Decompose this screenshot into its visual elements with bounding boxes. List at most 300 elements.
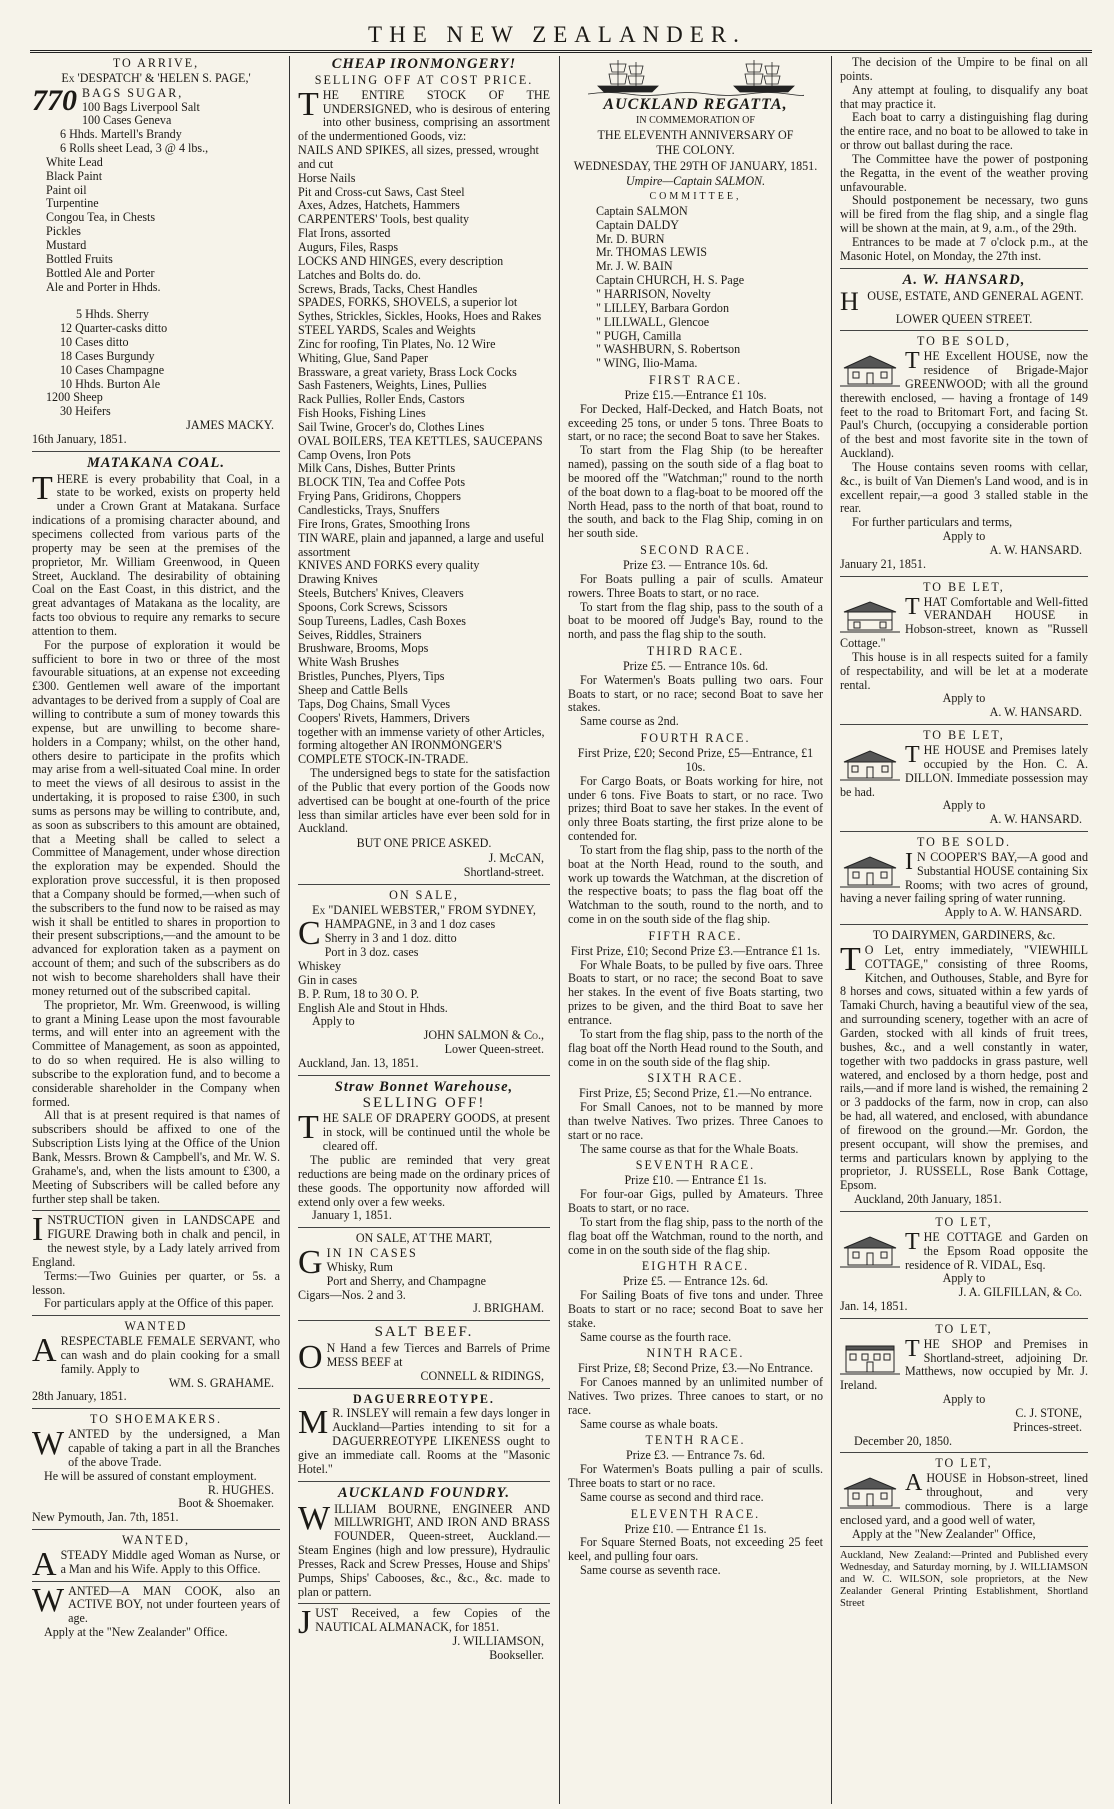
ad-to-be-let-dillon bbox=[840, 724, 1088, 827]
ad-heading: AUCKLAND FOUNDRY. bbox=[338, 1484, 510, 1501]
race-name: SEVENTH RACE. bbox=[635, 1158, 756, 1173]
signature: A. W. HANSARD. bbox=[989, 543, 1082, 557]
ad-to-let-cottage bbox=[840, 1211, 1088, 1314]
paragraph: HE HOUSE and Premises lately occupied by the Hon. C. A. DILLON. Immediate possession may be had. bbox=[840, 742, 1088, 799]
list-item: LOCKS AND HINGES, every description bbox=[298, 253, 504, 268]
list-item: Milk Cans, Dishes, Butter Prints bbox=[298, 461, 456, 476]
ad-heading: TO LET, bbox=[935, 1321, 993, 1336]
ad-heading: TO BE LET, bbox=[923, 728, 1005, 743]
list-item: Flat Irons, assorted bbox=[298, 226, 391, 241]
date: Jan. 14, 1851. bbox=[840, 1299, 908, 1314]
paragraph: For particulars apply at the Office of this paper. bbox=[44, 1296, 274, 1311]
date: Auckland, Jan. 13, 1851. bbox=[298, 1055, 419, 1070]
list-item: Sythes, Strickles, Sickles, Hooks, Hoes and Rakes bbox=[298, 309, 542, 324]
list-item: SPADES, FORKS, SHOVELS, a superior lot bbox=[298, 295, 518, 310]
ad-heading: ON SALE, bbox=[389, 887, 459, 902]
ad-subheading: SELLING OFF AT COST PRICE. bbox=[314, 72, 534, 87]
paragraph: ANTED by the undersigned, a Man capable of taking a part in all the Branches of the above Trade. bbox=[68, 1427, 280, 1469]
list-item: 18 Cases Burgundy bbox=[60, 348, 155, 363]
list-item: Paint oil bbox=[46, 182, 87, 197]
house-icon bbox=[840, 746, 900, 782]
list-item: 12 Quarter-casks ditto bbox=[60, 321, 168, 336]
list-item: Sail Twine, Grocer's do, Clothes Lines bbox=[298, 419, 485, 434]
apply-text: Apply to bbox=[312, 1014, 355, 1029]
list-item: Pickles bbox=[46, 224, 81, 239]
race-name: FIRST RACE. bbox=[648, 373, 742, 388]
signature-address: Lower Queen-street. bbox=[444, 1042, 544, 1057]
paragraph: For four-oar Gigs, pulled by Amateurs. Three Boats to start, or no race. bbox=[568, 1187, 823, 1215]
race-prize: First Prize, £20; Second Prize, £5—Entrance, £1 10s. bbox=[577, 745, 814, 774]
ad-nautical-almanack bbox=[298, 1603, 550, 1662]
one-price-note: BUT ONE PRICE ASKED. bbox=[356, 836, 492, 851]
list-item: 10 Cases Champagne bbox=[60, 362, 165, 377]
ad-matakana-coal bbox=[32, 451, 280, 1207]
large-number: 770 bbox=[32, 83, 77, 117]
paragraph: The House contains seven rooms with cellar, &c., is built of Van Diemen's Land wood, and is in excellent repair,—a good 3 stalled stable in the rear. bbox=[840, 459, 1088, 516]
paragraph: For Small Canoes, not to be manned by more than twelve Natives. Two prizes. Three Canoes to start or no race. bbox=[568, 1100, 823, 1142]
paragraph: HE Excellent HOUSE, now the residence of Brigade-Major GREENWOOD; with all the ground therewith enclosed, — having a frontage of 149 feet to the road to Britomart Fort, and facing St. Paul's Church, (occupying a considerable portion of the best and most favorite site in the town of Auckland). bbox=[840, 349, 1088, 461]
drop-cap: W bbox=[298, 1499, 331, 1537]
column-1 bbox=[32, 56, 280, 1804]
list-item: Frying Pans, Gridirons, Choppers bbox=[298, 489, 461, 504]
race-prize: Prize £10. — Entrance £1 1s. bbox=[624, 1173, 767, 1188]
ad-heading: TO ARRIVE, bbox=[112, 56, 200, 70]
race-prize: First Prize, £10; Second Prize £3.—Entrance £1 1s. bbox=[570, 943, 821, 958]
signature: JOHN SALMON & Co., bbox=[423, 1028, 544, 1043]
imprint-text: Auckland, New Zealand:—Printed and Published every Wednesday, and Saturday morning, by J. WILLIAMSON and W. C. WILSON, sole proprietors, at the New Zealander General Printing Establishment, Shortland Street bbox=[840, 1549, 1088, 1609]
list-item: together with an immense variety of other Articles, forming altogether AN IRONMONGER'S COMPLETE STOCK-IN-TRADE. bbox=[298, 724, 545, 767]
paragraph: For Watermen's Boats pulling two oars. Four Boats to start, or no race; second Boat to save her stakes. bbox=[568, 672, 823, 715]
list-item: Fire Irons, Grates, Smoothing Irons bbox=[298, 516, 470, 531]
paragraph: UST Received, a few Copies of the NAUTICAL ALMANACK, for 1851. bbox=[315, 1606, 550, 1635]
signature-address: Shortland-street. bbox=[463, 864, 544, 879]
list-item: White Wash Brushes bbox=[298, 655, 399, 670]
drop-cap: T bbox=[905, 1228, 920, 1255]
column-divider bbox=[831, 56, 832, 1804]
agent-line: OUSE, ESTATE, AND GENERAL AGENT. bbox=[867, 288, 1084, 303]
ad-heading: WANTED, bbox=[121, 1533, 191, 1548]
ad-auckland-regatta bbox=[568, 56, 823, 1578]
ad-subheading: SELLING OFF! bbox=[362, 1094, 486, 1111]
ad-heading: TO LET, bbox=[935, 1456, 993, 1471]
ad-cheap-ironmongery bbox=[298, 58, 550, 880]
date: 16th January, 1851. bbox=[32, 431, 127, 446]
race-list bbox=[568, 374, 823, 1578]
paragraph: HE COTTAGE and Garden on the Epsom Road opposite the residence of R. VIDAL, Esq. bbox=[905, 1229, 1088, 1272]
signature: A. W. HANSARD. bbox=[989, 705, 1082, 720]
committee-list bbox=[568, 205, 823, 371]
list-item: Drawing Knives bbox=[298, 572, 378, 587]
column-divider bbox=[559, 56, 560, 1804]
list-item: White Lead bbox=[46, 154, 103, 169]
drop-cap: A bbox=[905, 1470, 923, 1497]
race-prize: Prize £10. — Entrance £1 1s. bbox=[624, 1521, 767, 1536]
ad-heading: MATAKANA COAL. bbox=[86, 454, 226, 471]
ad-to-arrive bbox=[32, 57, 280, 447]
list-item: Sheep and Cattle Bells bbox=[298, 682, 408, 697]
paragraph: HE ENTIRE STOCK OF THE UNDERSIGNED, who is desirous of entering into other business, comprising an assortment of the undermentioned Goods, viz: bbox=[298, 87, 550, 144]
list-item: Seives, Riddles, Strainers bbox=[298, 627, 422, 642]
signature: J. A. GILFILLAN, & Co. bbox=[958, 1285, 1082, 1300]
ad-heading: ON SALE, AT THE MART, bbox=[355, 1231, 493, 1246]
date: December 20, 1850. bbox=[854, 1433, 953, 1448]
ad-subheading: Ex 'DESPATCH' & 'HELEN S. PAGE,' bbox=[61, 70, 251, 85]
list-item: Sherry in 3 and 1 doz. ditto bbox=[324, 931, 457, 946]
list-item: Mustard bbox=[46, 237, 87, 252]
column-2 bbox=[298, 56, 550, 1804]
drop-cap: M bbox=[298, 1404, 329, 1442]
drop-cap: G bbox=[298, 1244, 323, 1282]
paragraph: Same course as 2nd. bbox=[580, 714, 679, 729]
drop-cap: T bbox=[298, 85, 319, 123]
paragraph: HAT Comfortable and Well-fitted VERANDAH HOUSE in Hobson-street, known as "Russell Cottage." bbox=[840, 594, 1088, 651]
ad-subheading: THE COLONY. bbox=[656, 142, 735, 157]
paragraph: HOUSE in Hobson-street, lined throughout, and very commodious. There is a large enclosed yard, and a good well of water, bbox=[840, 1471, 1088, 1527]
committee-member: " LILLWALL, Glencoe bbox=[596, 314, 710, 329]
drop-cap: T bbox=[298, 1109, 319, 1147]
race-name: THIRD RACE. bbox=[646, 644, 745, 659]
list-item: BLOCK TIN, Tea and Coffee Pots bbox=[298, 475, 466, 490]
goods-list bbox=[298, 144, 550, 767]
column-divider bbox=[289, 56, 290, 1804]
paragraph: Same course as second and third race. bbox=[580, 1489, 764, 1504]
ad-instruction bbox=[32, 1210, 280, 1311]
list-item: Congou Tea, in Chests bbox=[46, 210, 156, 225]
race-name: FOURTH RACE. bbox=[640, 731, 751, 746]
list-item: TIN WARE, plain and japanned, a large and useful assortment bbox=[298, 530, 545, 559]
date: Auckland, 20th January, 1851. bbox=[854, 1192, 1002, 1207]
list-item: 10 Hhds. Burton Ale bbox=[60, 376, 161, 391]
house-icon bbox=[840, 352, 900, 388]
signature: J. McCAN, bbox=[488, 851, 544, 866]
list-item: Fish Hooks, Fishing Lines bbox=[298, 406, 426, 421]
apply-text: Apply to bbox=[942, 798, 986, 813]
paragraph: To start from the Flag Ship (to be hereafter named), passing on the south side of a flag boat to be moored off the "Watchman;" round to the north of the boat down to a flag-boat to be moored off the North Head, pass to the north of that boat, round to the south, and back to the Flag Ship, coming in on her south side. bbox=[568, 443, 823, 541]
ad-heading: TO BE SOLD, bbox=[916, 334, 1011, 349]
ad-wanted-nurse bbox=[32, 1529, 280, 1583]
ad-heading: TO LET, bbox=[935, 1214, 993, 1229]
house-icon bbox=[840, 1340, 900, 1376]
drop-cap: W bbox=[32, 1425, 65, 1463]
list-item: Ale and Porter in Hhds. bbox=[46, 279, 161, 294]
race-prize: Prize £5. — Entrance 12s. 6d. bbox=[622, 1274, 769, 1289]
committee-member: " HARRISON, Novelty bbox=[596, 286, 711, 301]
paragraph: The same course as that for the Whale Boats. bbox=[580, 1141, 799, 1156]
committee-member: " PUGH, Camilla bbox=[596, 328, 682, 343]
list-item: Rack Pullies, Roller Ends, Castors bbox=[298, 392, 465, 407]
paragraph: Same course as whale boats. bbox=[580, 1416, 719, 1431]
list-item: Coopers' Rivets, Hammers, Drivers bbox=[298, 710, 470, 725]
list-item: HAMPAGNE, in 3 and 1 doz cases bbox=[324, 917, 496, 932]
list-item: Port in 3 doz. cases bbox=[324, 945, 419, 960]
drop-cap: T bbox=[840, 940, 861, 978]
apply-text: Apply to bbox=[942, 1271, 986, 1286]
paragraph: ILLIAM BOURNE, ENGINEER AND MILLWRIGHT, AND IRON AND BRASS FOUNDER, Queen-street, Auckland.—Steam Engines (high and low pressure), Hydraulic Presses, Rack and Screw Presses, House and Ships' Pumps, Ships' Cabooses, &c., &c., &c. made to plan or pattern. bbox=[298, 1501, 550, 1599]
race-name: SIXTH RACE. bbox=[647, 1071, 744, 1086]
list-item: Screws, Brads, Tacks, Chest Handles bbox=[298, 281, 478, 296]
list-item: Turpentine bbox=[46, 196, 99, 211]
list-item: OVAL BOILERS, TEA KETTLES, SAUCEPANS bbox=[298, 433, 543, 448]
committee-member: Captain CHURCH, H. S. Page bbox=[596, 273, 745, 288]
paragraph: Terms:—Two Guinies per quarter, or 5s. a lesson. bbox=[32, 1268, 280, 1297]
race-name: NINTH RACE. bbox=[646, 1346, 745, 1361]
ad-heading: TO BE LET, bbox=[923, 579, 1005, 594]
ad-heading: Straw Bonnet Warehouse, bbox=[334, 1078, 514, 1095]
race-prize: First Prize, £8; Second Prize, £3.—No Entrance. bbox=[577, 1361, 814, 1376]
committee-member: Captain DALDY bbox=[596, 217, 679, 232]
drop-cap: A bbox=[32, 1332, 57, 1370]
ad-heading: A. W. HANSARD, bbox=[902, 271, 1026, 288]
list-item: 5 Hhds. Sherry bbox=[76, 307, 149, 322]
ad-wanted-cook bbox=[32, 1581, 280, 1640]
committee-member: " WING, Ilio-Mama. bbox=[596, 356, 698, 371]
ad-to-let-hobson bbox=[840, 1452, 1088, 1541]
list-item: Pit and Cross-cut Saws, Cast Steel bbox=[298, 184, 465, 199]
list-item: Latches and Bolts do. do. bbox=[298, 267, 421, 282]
paragraph: To start from the flag ship, pass to the north of the flag boat off the Watchman, round to the north, and come in on the south side of the flag ship. bbox=[568, 1214, 823, 1257]
paragraph: Same course as seventh race. bbox=[580, 1563, 721, 1578]
signature: A. W. HANSARD. bbox=[989, 812, 1082, 827]
apply-text: Apply to A. W. HANSARD. bbox=[944, 905, 1082, 920]
umpire: Umpire—Captain SALMON. bbox=[625, 174, 766, 189]
committee-member: " LILLEY, Barbara Gordon bbox=[596, 300, 730, 315]
paragraph: R. INSLEY will remain a few days longer in Auckland—Parties intending to sit for a DAGUERREOTYPE LIKENESS ought to give an immediate call. Rooms at the "Masonic Hotel." bbox=[298, 1406, 550, 1476]
ad-heading: TO SHOEMAKERS. bbox=[90, 1412, 222, 1427]
signature: C. J. STONE, bbox=[1015, 1405, 1082, 1420]
house-icon bbox=[840, 1233, 900, 1269]
ad-shoemakers bbox=[32, 1408, 280, 1525]
list-item: Cigars—Nos. 2 and 3. bbox=[298, 1287, 406, 1302]
date: January 1, 1851. bbox=[312, 1208, 392, 1223]
drop-cap: H bbox=[840, 286, 859, 316]
paragraph: For Decked, Half-Decked, and Hatch Boats, not exceeding 25 tons, or under 5 tons. Three Boats to start, or no race; the second Boat to save her Stakes. bbox=[568, 401, 823, 444]
list-item: Augurs, Files, Rasps bbox=[298, 239, 399, 254]
list-item: Gin in cases bbox=[298, 972, 358, 987]
house-icon bbox=[840, 853, 900, 889]
signature: WM. S. GRAHAME. bbox=[168, 1375, 274, 1390]
drop-cap: T bbox=[905, 593, 920, 620]
ad-to-be-let-verandah bbox=[840, 576, 1088, 720]
list-item: Port and Sherry, and Champagne bbox=[326, 1273, 486, 1288]
signature-address: Princes-street. bbox=[1013, 1419, 1082, 1434]
committee-member: Mr. J. W. BAIN bbox=[596, 259, 673, 274]
paragraph: HE SHOP and Premises in Shortland-street, adjoining Dr. Matthews, now occupied by Mr. J. Ireland. bbox=[840, 1336, 1088, 1393]
list-item: Whisky, Rum bbox=[326, 1259, 393, 1274]
signature: R. HUGHES. bbox=[207, 1482, 274, 1497]
race-name: EIGHTH RACE. bbox=[641, 1259, 750, 1274]
list-item: Candlesticks, Trays, Snuffers bbox=[298, 503, 440, 517]
paragraph: This house is in all respects suited for a family of respectability, and will be let at a moderate rental. bbox=[840, 649, 1088, 692]
paragraph: O Let, entry immediately, "VIEWHILL COTTAGE," consisting of three Rooms, Kitchen, and Outhouses, Stable, and Byre for 8 horses and cows, situated within a few yards of Tamaki Church, having a beautiful view of the sea, and surrounding scenery, together with an acre of Garden, stocked with all kinds of fruit trees, bushes, &c., and a well constantly in water, together with two paddocks in grass pasture, well watered, and enclosed by a thorn hedge, post and rails,—and if more land is wished, the remaining 2 or 3 paddocks of the farm, now in crop, can also be had, all watered, and enclosed, with abundance of firewood on the ground.—Mr. Gordon, the present occupant, will show the premises, and terms and particulars known by applying to the proprietor, J. RUSSELL, Rose Bank Cottage, Epsom. bbox=[840, 942, 1088, 1193]
paragraph: The undersigned begs to state for the satisfaction of the Public that every portion of the Goods now advertised can be bought at one-fourth of the price less than similar articles have ever been sold for in Auckland. bbox=[298, 766, 550, 836]
paragraph: RESPECTABLE FEMALE SERVANT, who can wash and do plain cooking for a small family. Apply to bbox=[60, 1334, 280, 1376]
list-item: Horse Nails bbox=[298, 170, 356, 185]
ad-auckland-foundry bbox=[298, 1481, 550, 1600]
committee-member: Mr. D. BURN bbox=[596, 231, 665, 246]
ad-dairymen bbox=[840, 924, 1088, 1207]
signature: J. BRIGHAM. bbox=[473, 1301, 544, 1316]
list-item: 100 Cases Geneva bbox=[82, 113, 172, 128]
list-item: B. P. Rum, 18 to 30 O. P. bbox=[298, 986, 419, 1001]
house-icon bbox=[840, 598, 900, 634]
committee-member: Mr. THOMAS LEWIS bbox=[596, 245, 707, 260]
list-item: Brushware, Brooms, Mops bbox=[298, 641, 429, 656]
list-item: Bristles, Punches, Plyers, Tips bbox=[298, 669, 445, 684]
masthead-rule bbox=[30, 50, 1092, 53]
list-item: NAILS AND SPIKES, all sizes, pressed, wrought and cut bbox=[298, 143, 539, 171]
paragraph: Same course as the fourth race. bbox=[580, 1329, 732, 1344]
ad-heading: CHEAP IRONMONGERY! bbox=[331, 56, 517, 72]
list-item: Whiskey bbox=[298, 959, 341, 973]
list-item: 6 Rolls sheet Lead, 3 @ 4 lbs., bbox=[60, 141, 209, 156]
date: New Pymouth, Jan. 7th, 1851. bbox=[32, 1510, 179, 1525]
list-item: Spoons, Cork Screws, Scissors bbox=[298, 599, 448, 614]
house-icon bbox=[840, 1474, 900, 1510]
paragraph: Entrances to be made at 7 o'clock p.m., at the Masonic Hotel, on Monday, the 27th inst. bbox=[840, 234, 1088, 263]
ad-heading: WANTED bbox=[124, 1319, 188, 1334]
race-prize: Prize £5. — Entrance 10s. 6d. bbox=[622, 658, 769, 673]
column-3 bbox=[568, 56, 823, 1804]
paragraph: ANTED—A MAN COOK, also an ACTIVE BOY, not under fourteen years of age. bbox=[68, 1583, 280, 1626]
ad-heading: TO BE SOLD. bbox=[916, 835, 1011, 850]
paragraph: For further particulars and terms, bbox=[852, 515, 1013, 530]
list-item: 30 Heifers bbox=[60, 404, 111, 419]
signature: J. WILLIAMSON, bbox=[452, 1634, 544, 1649]
imprint bbox=[840, 1546, 1088, 1610]
ad-wanted-servant bbox=[32, 1315, 280, 1404]
paragraph: HE SALE OF DRAPERY GOODS, at present in stock, will be continued until the whole be cleared off. bbox=[322, 1111, 550, 1154]
paragraph: Should postponement be necessary, two guns will be fired from the flag ship, and a single flag will be shown at the main, at 9, a.m., of the 29th. bbox=[840, 193, 1088, 236]
race-prize: Prize £3. — Entrance 10s. 6d. bbox=[622, 558, 769, 572]
paragraph: HERE is every probability that Coal, in a state to be worked, exists on property held under a Crown Grant at Matakana. Surface indications of a promising character abound, and specimens collected from various parts of the property may be seen at the premises of the proprietor, Mr. William Greenwood, in Queen Street, Auckland. The desirability of obtaining Coal on the East Coast, in this district, and the great advantages of Matakana as the locality, are facts too obvious to require any remarks to secure attention to them. bbox=[32, 471, 280, 638]
list-item: Brassware, a great variety, Brass Lock Cocks bbox=[298, 364, 517, 379]
signature-title: Boot & Shoemaker. bbox=[178, 1496, 274, 1511]
list-item: English Ale and Stout in Hhds. bbox=[298, 1000, 448, 1015]
paragraph: NSTRUCTION given in LANDSCAPE and FIGURE Drawing both in chalk and pencil, in the newest style, by a Lady lately arrived from England. bbox=[32, 1213, 280, 1269]
list-item: Black Paint bbox=[46, 168, 103, 183]
drop-cap: T bbox=[905, 348, 920, 375]
signature: CONNELL & RIDINGS, bbox=[420, 1368, 544, 1383]
committee-member: " WASHBURN, S. Robertson bbox=[596, 342, 741, 357]
paragraph: For Boats pulling a pair of sculls. Amateur rowers. Three Boats to start, or no race. bbox=[568, 571, 823, 600]
drop-cap: J bbox=[298, 1604, 312, 1642]
drop-cap: A bbox=[32, 1545, 57, 1583]
ad-heading: SALT BEEF. bbox=[374, 1324, 474, 1341]
drop-cap: T bbox=[905, 741, 920, 768]
drop-cap: O bbox=[298, 1339, 323, 1377]
race-name: FIFTH RACE. bbox=[648, 928, 743, 943]
paragraph: The public are reminded that very great reductions are being made on the ordinary prices of these goods. The opportunity now afforded will extend only over a few weeks. bbox=[298, 1152, 550, 1209]
committee-heading: COMMITTEE, bbox=[649, 191, 742, 203]
drop-cap: C bbox=[298, 915, 321, 953]
list-item: Zinc for roofing, Tin Plates, No. 12 Wire bbox=[298, 336, 496, 351]
ad-subheading: Ex "DANIEL WEBSTER," FROM SYDNEY, bbox=[312, 902, 536, 917]
list-item: Taps, Dog Chains, Small Vyces bbox=[298, 696, 451, 711]
ad-daguerreotype bbox=[298, 1388, 550, 1477]
ad-salt-beef bbox=[298, 1320, 550, 1383]
ad-the-mart bbox=[298, 1227, 550, 1316]
committee-member: Captain SALMON bbox=[596, 203, 688, 218]
list-item: IN IN CASES bbox=[326, 1246, 418, 1261]
drop-cap: W bbox=[32, 1581, 65, 1619]
date: January 21, 1851. bbox=[840, 556, 926, 571]
paragraph: For Cargo Boats, or Boats working for hire, not under 6 tons. Five Boats to start, or no race. Two prizes; third Boat to save her stakes. In the event of only three Boats starting, the first prize alone to be contended for. bbox=[568, 773, 823, 844]
drop-cap: T bbox=[905, 1335, 920, 1362]
ad-on-sale-champagne bbox=[298, 884, 550, 1071]
paragraph: To start from the flag ship, pass to the north of the flag boat off the North Head round to the South, and come in on the south side of the flag ship. bbox=[568, 1026, 823, 1069]
list-item: Bottled Fruits bbox=[46, 251, 113, 266]
paragraph: N Hand a few Tierces and Barrels of Prime MESS BEEF at bbox=[326, 1341, 550, 1369]
ad-heading: AUCKLAND REGATTA, bbox=[603, 96, 788, 113]
paragraph: Each boat to carry a distinguishing flag during the entire race, and no boat to be allowed to take in or throw out ballast during the race. bbox=[840, 110, 1088, 153]
paragraph: To start from the flag ship, pass to the north of the boat at the North Head, round to the south, and work up towards the Watchman, at the discretion of the respective boats; to pass the flag boat off the Watchman to the south, round to the north, and to come in on the south side of the flag ship. bbox=[568, 842, 823, 927]
list-item: Axes, Adzes, Hatchets, Hammers bbox=[298, 198, 460, 213]
masthead bbox=[0, 0, 1114, 54]
list-item: Sash Fasteners, Weights, Lines, Pullies bbox=[298, 378, 487, 393]
race-name: TENTH RACE. bbox=[645, 1433, 746, 1448]
drop-cap: T bbox=[32, 469, 53, 507]
ad-straw-bonnet bbox=[298, 1075, 550, 1223]
signature-title: Bookseller. bbox=[489, 1647, 544, 1662]
sailing-ships-icon bbox=[588, 56, 804, 96]
regatta-rules bbox=[840, 56, 1088, 264]
paragraph: For Whale Boats, to be pulled by five oars. Three Boats to start, or no race; the second Boat to save her stakes. In the event of five Boats starting, two prizes to be given, and the third Boat to save her entrance. bbox=[568, 957, 823, 1027]
ad-hansard-agent bbox=[840, 268, 1088, 327]
drop-cap: I bbox=[32, 1211, 44, 1249]
regatta-date: WEDNESDAY, THE 29TH OF JANUARY, 1851. bbox=[573, 159, 818, 174]
paragraph: To start from the flag ship, pass to the south of a boat to be moored off Judge's Bay, round to the north, and pass the flag ship to the south. bbox=[568, 599, 823, 642]
list-item: Whiting, Glue, Sand Paper bbox=[298, 350, 428, 365]
paragraph: Apply at the "New Zealander" Office. bbox=[44, 1625, 228, 1640]
paragraph: The Committee have the power of postponing the Regatta, in the event of the weather proving unfavourable. bbox=[840, 151, 1088, 194]
race-prize: Prize £15.—Entrance £1 10s. bbox=[624, 387, 767, 402]
paragraph: Any attempt at fouling, to disqualify any boat that may practice it. bbox=[840, 82, 1088, 111]
drop-cap: I bbox=[905, 848, 913, 875]
apply-text: Apply to bbox=[942, 691, 986, 706]
paragraph: N COOPER'S BAY,—A good and Substantial HOUSE containing Six Rooms; with two acres of ground, having a never failing spring of water running. bbox=[840, 849, 1088, 906]
list-item: 100 Bags Liverpool Salt bbox=[82, 99, 200, 114]
paragraph: The proprietor, Mr. Wm. Greenwood, is willing to grant a Mining Lease upon the most favourable terms, and will enter into an agreement with the Committee of Management, as soon as appointed, to do so when required. He is also willing to subscribe to the exploration fund, and to become a considerable shareholder in the Company when formed. bbox=[32, 997, 280, 1109]
race-prize: Prize £3. — Entrance 7s. 6d. bbox=[625, 1448, 766, 1463]
ad-subheading: IN COMMEMORATION OF bbox=[636, 114, 755, 126]
list-item: Soup Tureens, Ladles, Cash Boxes bbox=[298, 613, 466, 628]
paragraph: Apply at the "New Zealander" Office, bbox=[852, 1526, 1036, 1541]
apply-text: Apply to bbox=[942, 1392, 986, 1407]
list-item: Camp Ovens, Iron Pots bbox=[298, 447, 411, 462]
paragraph: For Watermen's Boats pulling a pair of sculls. Three boats to start or no race. bbox=[568, 1462, 823, 1490]
ad-heading: DAGUERREOTYPE. bbox=[353, 1391, 495, 1406]
paragraph: STEADY Middle aged Woman as Nurse, or a Man and his Wife. Apply to this Office. bbox=[60, 1547, 280, 1576]
paragraph: For Canoes manned by an unlimited number of Natives. Two prizes. Three canoes to start, or no race. bbox=[568, 1375, 823, 1417]
street: LOWER QUEEN STREET. bbox=[895, 311, 1033, 326]
ad-to-be-sold-house bbox=[840, 330, 1088, 571]
race-name: ELEVENTH RACE. bbox=[630, 1506, 761, 1521]
race-prize: First Prize, £5; Second Prize, £1.—No entrance. bbox=[578, 1086, 813, 1101]
list-item: 1200 Sheep bbox=[46, 390, 103, 405]
list-item: 6 Hhds. Martell's Brandy bbox=[60, 127, 182, 142]
list-item: 10 Cases ditto bbox=[60, 335, 129, 350]
ad-to-let-shop bbox=[840, 1318, 1088, 1449]
paragraph: He will be assured of constant employment. bbox=[44, 1468, 257, 1483]
paragraph: For Sailing Boats of five tons and under. Three Boats to start or no race; second Boat to save her stake. bbox=[568, 1288, 823, 1330]
list-item: Steels, Butchers' Knives, Cleavers bbox=[298, 586, 464, 601]
list-item: KNIVES AND FORKS every quality bbox=[298, 558, 480, 573]
list-item: STEEL YARDS, Scales and Weights bbox=[298, 323, 476, 338]
ad-to-be-sold-coopers-bay bbox=[840, 831, 1088, 920]
ad-subheading: THE ELEVENTH ANNIVERSARY OF bbox=[597, 127, 794, 142]
apply-text: Apply to bbox=[942, 529, 986, 544]
paragraph: For Square Sterned Boats, not exceeding 25 feet keel, and pulling four oars. bbox=[568, 1535, 823, 1564]
